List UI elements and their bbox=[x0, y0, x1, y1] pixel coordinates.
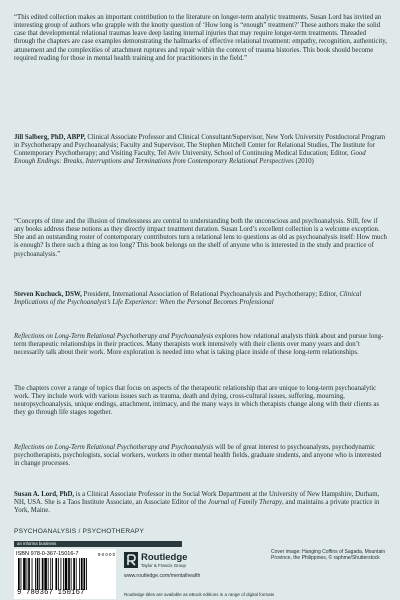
endorser-name-2: Steven Kuchuck, DSW, bbox=[14, 291, 82, 298]
book-title-2: Reflections on Long-Term Relational Psychotherapy and Psychoanalysis bbox=[14, 444, 214, 451]
barcode-bar bbox=[73, 558, 75, 590]
barcode-bar bbox=[68, 558, 70, 590]
author-bio-text-1: is a Clinical Associate Professor in the Social Work Department at the University of New Hampshire, Durham, NH, USA. She is a Taos Institute Associate, an Associate Editor of the bbox=[14, 491, 380, 507]
barcode-bar bbox=[63, 558, 64, 590]
barcode-bar bbox=[79, 558, 80, 590]
barcode-bar bbox=[18, 558, 20, 590]
barcode-bar bbox=[21, 558, 22, 590]
endorser-name-1: Jill Salberg, PhD, ABPP, bbox=[14, 134, 86, 141]
barcode-bar bbox=[52, 558, 53, 590]
description-text-2: The chapters cover a range of topics that focus on aspects of the therapeutic relationship that are unique to long-term psychoanalytic work. They include work with various issues such as trauma, death and dying, cross-cultural issues, suffering, mourning, neuropsychoanalysis, unique endings, attachment, intimacy, and the many ways in which therapists change along with their clients as they go through life stages together. bbox=[14, 385, 380, 417]
endorsement-attribution-2 bbox=[14, 291, 388, 307]
barcode-bar bbox=[61, 558, 62, 590]
barcode-bar bbox=[32, 558, 33, 590]
barcode-bar bbox=[42, 558, 44, 590]
endorser-book-1: Good Enough Endings: Breaks, Interruptions and Terminations from Contemporary Relational Perspectives bbox=[14, 150, 366, 166]
barcode-bar bbox=[58, 558, 59, 590]
barcode-bar bbox=[50, 558, 51, 590]
author-name: Susan A. Lord, PhD, bbox=[14, 491, 75, 498]
book-title-1: Reflections on Long-Term Relational Psychotherapy and Psychoanalysis bbox=[14, 333, 214, 340]
routledge-logo-icon bbox=[124, 552, 138, 568]
barcode-bars bbox=[18, 558, 112, 590]
barcode-bar bbox=[39, 558, 40, 590]
ebook-note: Routledge titles are available as eBook editions in a range of digital formats bbox=[124, 592, 275, 597]
barcode-bar bbox=[37, 558, 39, 590]
barcode-bar bbox=[83, 558, 85, 590]
barcode-bar bbox=[28, 558, 30, 590]
barcode-bar bbox=[27, 558, 28, 590]
barcode-bar bbox=[86, 558, 87, 590]
endorsement-block-1 bbox=[14, 14, 388, 63]
publisher-group: Taylor & Francis Group bbox=[141, 563, 186, 568]
subject-category: PSYCHOANALYSIS / PSYCHOTHERAPY bbox=[14, 528, 145, 535]
author-bio bbox=[14, 491, 388, 515]
publisher-name: Routledge bbox=[141, 552, 188, 563]
price-code: 9 0 0 0 0 bbox=[98, 552, 116, 557]
description-paragraph-1 bbox=[14, 333, 388, 357]
description-text-3: will be of great interest to psychoanalysts, psychodynamic psychotherapists, psychologists, social workers, workers in other mental health fields, graduate students, and anyone who is interested in change processes. bbox=[14, 444, 382, 468]
endorsement-quote-2: “Concepts of time and the illusion of timelessness are central to understanding both the unconscious and psychoanalysis. Still, few if any books address these notions as they directly impact treatment duration. Susan Lord’s excellent collection is a welcome exception. She and an outstanding roster of contemporary contributors turn a relational lens to questions as old as psychoanalysis itself: How much is enough? Is there such a thing as too long? This book belongs on the shelf of anyone who is interested in the study and practice of psychoanalysis.” bbox=[14, 218, 387, 258]
barcode-bar bbox=[76, 558, 77, 590]
barcode-digits: 9 780367 150167 bbox=[17, 589, 85, 597]
description-paragraph-2 bbox=[14, 385, 388, 418]
endorser-book-2: Clinical Implications of the Psychoanalyst’s Life Experience: When the Personal Becomes Professional bbox=[14, 291, 362, 307]
endorsement-block-2 bbox=[14, 218, 388, 259]
publisher-url: www.routledge.com/mentalhealth bbox=[124, 573, 201, 579]
barcode-bar bbox=[44, 558, 47, 590]
author-bio-text-2: , and maintains a private practice in York, Maine. bbox=[14, 499, 380, 515]
cover-image-credit: Cover image: Hanging Coffins of Sagada, Mountain Province, the Philippines, © raphme/Shutterstock bbox=[271, 549, 386, 562]
barcode-bar bbox=[35, 558, 36, 590]
description-paragraph-3 bbox=[14, 444, 388, 468]
endorser-affiliation-2: President, International Association of Relational Psychoanalysis and Psychotherapy; Editor, bbox=[83, 291, 338, 298]
barcode-bar bbox=[23, 558, 26, 590]
imprint-bar: an informa business bbox=[14, 541, 182, 547]
description-text-1: explores how relational analysts think about and pursue long-term therapeutic relationships in their practices. Many therapists work intensively with their clients over many years and don’t necessarily talk about their work. More exploration is needed into what is taking place inside of these long-term relationships. bbox=[14, 333, 384, 357]
barcode-bar bbox=[81, 558, 83, 590]
barcode-bar bbox=[65, 558, 68, 590]
barcode-bar bbox=[71, 558, 72, 590]
barcode-bar bbox=[55, 558, 57, 590]
endorsement-attribution-1 bbox=[14, 134, 388, 167]
endorsement-quote-1: “This edited collection makes an important contribution to the literature on longer-term analytic treatments. Susan Lord has invited an interesting group of authors who grapple with the knotty question of ‘How long is “enough” treatment?’ These authors make the solid case that developmental relational traumas leave deep lasting internal injuries that may require longer-term treatments. Threaded through the chapters are case examples demonstrating the hallmarks of effective relational treatment: empathy, recognition, authenticity, attunement and the complexities of attachment ruptures and repair within the context of trauma histories. This book should become required reading for those in mental health training and for practitioners in the field.” bbox=[14, 14, 387, 62]
journal-name: Journal of Family Therapy bbox=[208, 499, 282, 507]
isbn-label: ISBN 978-0-367-15016-7 bbox=[16, 551, 79, 557]
endorser-affiliation-1: Clinical Associate Professor and Clinical Consultant/Supervisor, New York University Postdoctoral Program in Psychotherapy and Psychoanalysis; Faculty and Supervisor, The Stephen Mitchell Center for Relational Studies, The Institute for Contemporary Psychotherapy; and Visiting Faculty, Tel Aviv University, School of Continuing Medical Education; Editor, bbox=[14, 134, 386, 158]
barcode-bar bbox=[48, 558, 49, 590]
endorser-year-1: (2010) bbox=[295, 158, 314, 166]
